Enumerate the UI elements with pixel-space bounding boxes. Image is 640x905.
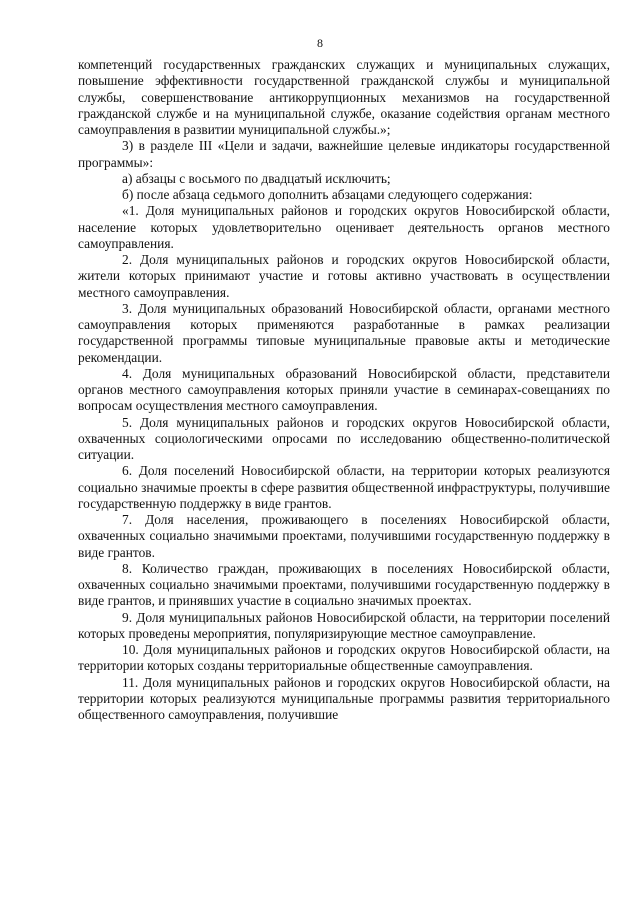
indicator-item-2: 2. Доля муниципальных районов и городских округов Новосибирской области, жители которых принимают участие и готовы активно участвовать в осуществлении местного самоуправления.	[78, 252, 610, 300]
paragraph-subitem-a: а) абзацы с восьмого по двадцатый исключить;	[122, 170, 391, 186]
page-number: 8	[317, 36, 323, 50]
indicator-item-5: 5. Доля муниципальных районов и городских округов Новосибирской области, охваченных социологическими опросами по исследованию общественно-политической ситуации.	[78, 414, 610, 462]
indicator-item-10: 10. Доля муниципальных районов и городских округов Новосибирской области, на территории которых созданы территориальные общественные самоуправления.	[78, 642, 610, 674]
indicator-item-7: 7. Доля населения, проживающего в поселениях Новосибирской области, охваченных социально значимыми проектами, получившими государственную поддержку в виде грантов.	[78, 512, 610, 560]
indicator-item-4: 4. Доля муниципальных образований Новосибирской области, представители органов местного самоуправления которых приняли участие в семинарах-совещаниях по вопросам осуществления местного самоуправления.	[78, 365, 610, 414]
indicator-item-3: 3. Доля муниципальных образований Новосибирской области, органами местного самоуправления которых применяются разработанные в рамках реализации государственной программы типовые муниципальные правовые акты и методические рекомендации.	[78, 300, 610, 365]
indicator-item-9: 9. Доля муниципальных районов Новосибирской области, на территории поселений которых проведены мероприятия, популяризирующие местное самоуправление.	[78, 609, 610, 641]
indicator-item-11: 11. Доля муниципальных районов и городских округов Новосибирской области, на территории которых реализуются муниципальные программы развития территориального общественного самоуправления, получившие	[78, 674, 610, 722]
paragraph-subitem-b: б) после абзаца седьмого дополнить абзацами следующего содержания:	[122, 187, 533, 202]
paragraph-continuation: компетенций государственных гражданских служащих и муниципальных служащих, повышение эффективности государственной гражданской службы и муниципальной службы, совершенствование антикоррупционных механизмов на государственной гражданской службе и на муниципальной службе, оказание содействия органам местного самоуправления в развитии муниципальной службы.»;	[78, 57, 610, 137]
indicator-item-8: 8. Количество граждан, проживающих в поселениях Новосибирской области, охваченных социально значимыми проектами, получившими государственную поддержку в виде грантов, и принявших участие в социально значимых проектах.	[78, 560, 610, 609]
document-body	[78, 57, 610, 723]
indicator-item-6: 6. Доля поселений Новосибирской области, на территории которых реализуются социально значимые проекты в сфере развития общественной инфраструктуры, получившие государственную поддержку в виде грантов.	[78, 463, 610, 511]
indicator-item-1: «1. Доля муниципальных районов и городских округов Новосибирской области, население которых удовлетворительно оценивает деятельность органов местного самоуправления.	[78, 203, 610, 251]
paragraph-section-amendment: 3) в разделе III «Цели и задачи, важнейшие целевые индикаторы государственной программы»:	[78, 138, 610, 170]
